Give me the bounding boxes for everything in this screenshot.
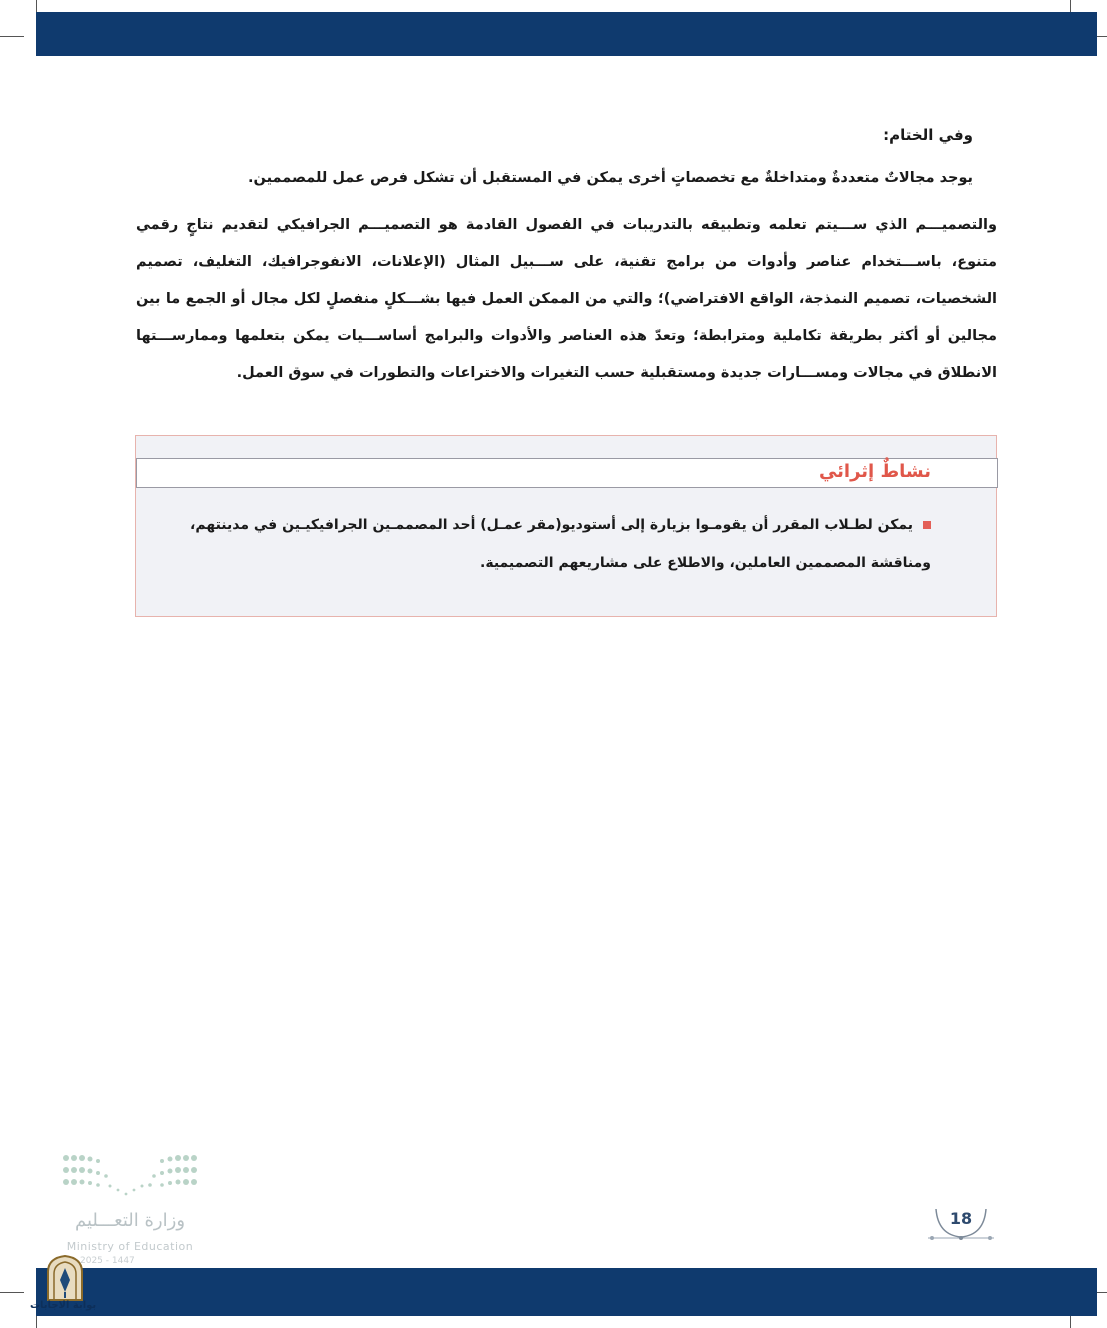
- edition-year: 2025 - 1447: [80, 1256, 135, 1266]
- top-banner: [36, 12, 1097, 56]
- portal-logo-icon: [44, 1254, 86, 1302]
- portal-name: بوابة الاجابات: [30, 1300, 97, 1311]
- ministry-name-arabic: وزارة التعـــليم: [74, 1210, 186, 1231]
- page-number-ornament: [928, 1203, 994, 1245]
- activity-title: نشاطٌ إثرائي: [818, 461, 931, 482]
- square-bullet-icon: [923, 521, 931, 529]
- paragraph-opportunities: يوجد مجالاتٌ متعددةٌ ومتداخلةٌ مع تخصصاتٍ أخرى يمكن في المستقبل أن تشكل فرص عمل للمصممين.: [248, 170, 973, 186]
- ministry-name-english: Ministry of Education: [66, 1240, 194, 1253]
- activity-item-text: يمكن لطـلاب المقرر أن يقومـوا بزيارة إلى أستوديو(مقر عمـل) أحد المصممـين الجرافيكيـين في مدينتهم، ومناقشة المصممين العاملين، والاطلاع على مشاريعهم التصميمية.: [190, 517, 931, 571]
- ministry-logo-icon: [62, 1154, 198, 1200]
- activity-item: [176, 506, 931, 582]
- closing-heading: وفي الختام:: [883, 126, 973, 144]
- enrichment-activity-box: [135, 435, 997, 617]
- paragraph-graphic-design: والتصميـــم الذي ســـيتم تعلمه وتطبيقه بالتدريبات في الفصول القادمة هو التصميـــم الجرافيكي لتقديم نتاجٍ رقمي متنوع، باســـتخدام عناصر وأدوات من برامج تقنية، على ســـبيل المثال (الإعلانات، الانفوجرافيك، التغليف، تصميم الشخصيات، تصميم النمذجة، الواقع الافتراضي)؛ والتي من الممكن العمل فيها بشـــكلٍ منفصلٍ لكل مجال أو الجمع ما بين مجالين أو أكثر بطريقة تكاملية ومترابطة؛ وتعدّ هذه العناصر والأدوات والبرامج أساســـيات يمكن بتعلمها وممارســـتها الانطلاق في مجالات ومســـارات جديدة ومستقبلية حسب التغيرات والاختراعات والتطورات في سوق العمل.: [136, 217, 997, 381]
- bottom-banner: [36, 1268, 1097, 1316]
- page-number: 18: [949, 1209, 973, 1228]
- activity-header: [136, 458, 998, 488]
- crop-mark: [0, 1292, 24, 1293]
- crop-mark: [0, 36, 24, 37]
